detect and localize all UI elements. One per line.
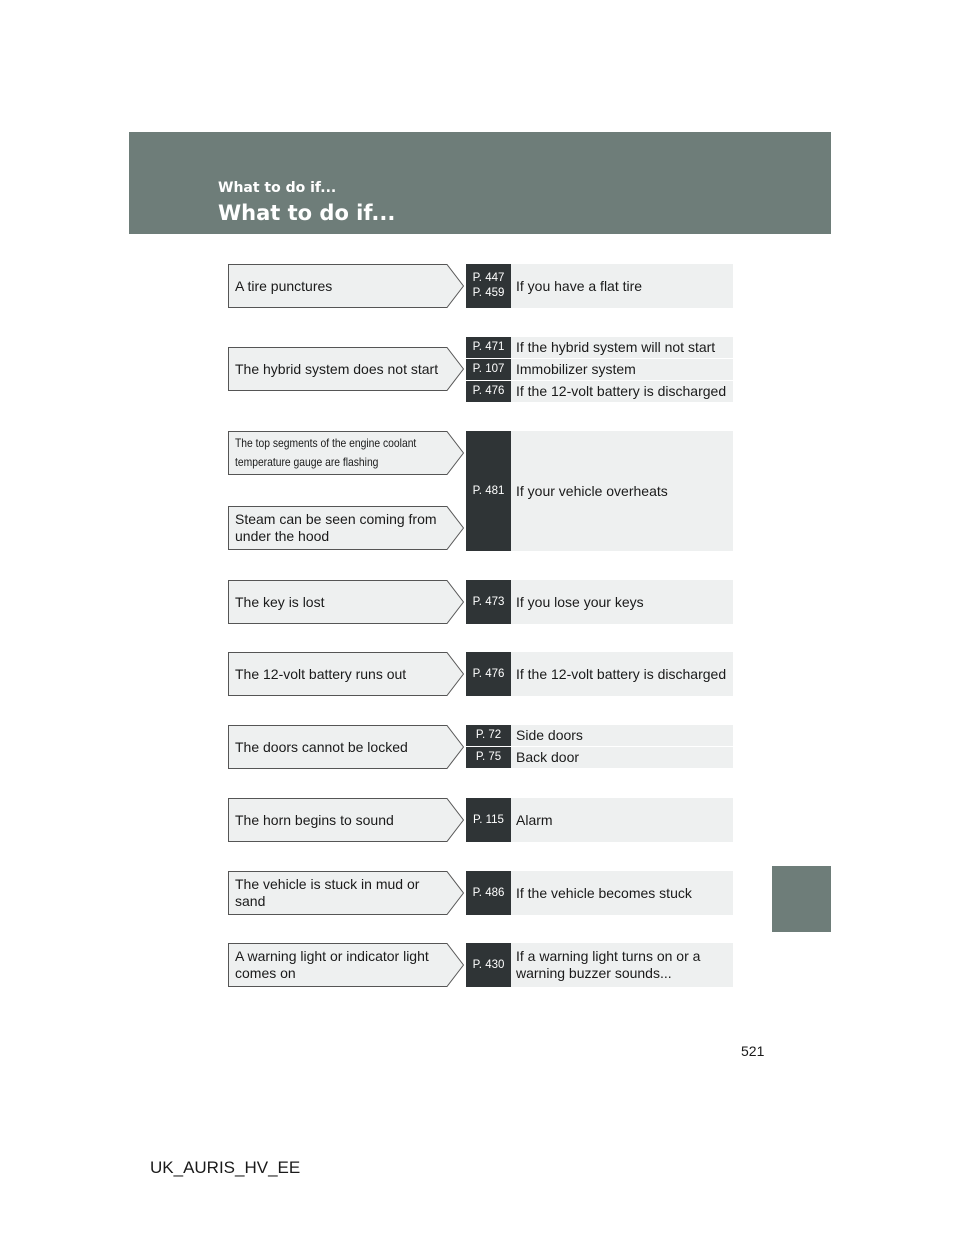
footer-code: UK_AURIS_HV_EE — [150, 1158, 301, 1177]
question-text: The vehicle is stuck in mud or sand — [235, 876, 420, 909]
page-ref-label[interactable]: P. 476 — [472, 385, 505, 397]
page-reference[interactable] — [466, 381, 511, 402]
header-subtitle: What to do if... — [218, 180, 337, 196]
question-box — [228, 798, 464, 842]
question-box — [228, 431, 464, 475]
page-number: 521 — [741, 1043, 765, 1059]
answer-block — [466, 431, 733, 551]
question-box — [228, 347, 464, 391]
question-box — [228, 264, 464, 308]
page-ref-label[interactable]: P. 486 — [472, 886, 505, 899]
page-ref-label[interactable]: P. 107 — [472, 363, 505, 375]
answer-text: If you lose your keys — [516, 593, 644, 610]
header-title: What to do if... — [218, 201, 396, 225]
answer-row — [466, 381, 733, 402]
question-box — [228, 652, 464, 696]
question-text: The key is lost — [235, 593, 325, 610]
answer-row — [466, 359, 733, 380]
section-header — [129, 132, 831, 234]
answer-block — [466, 871, 733, 915]
question-text: The horn begins to sound — [235, 811, 394, 828]
question-box — [228, 943, 464, 987]
answer-text: Immobilizer system — [516, 361, 636, 377]
page-reference[interactable] — [466, 652, 511, 696]
answer-text: Alarm — [516, 811, 553, 828]
answer-text: If you have a flat tire — [516, 277, 643, 294]
page-reference[interactable] — [466, 747, 511, 768]
page-ref-label[interactable]: P. 471 — [472, 341, 505, 353]
page-reference[interactable] — [466, 725, 511, 746]
question-text: The 12-volt battery runs out — [235, 665, 407, 682]
page-reference[interactable] — [466, 359, 511, 380]
page-reference[interactable] — [466, 798, 511, 842]
answer-text: If a warning light turns on or a warning buzzer sounds... — [516, 948, 701, 981]
question-box — [228, 871, 464, 915]
question-text: A warning light or indicator light comes on — [235, 948, 429, 981]
answer-block — [466, 580, 733, 624]
page-ref-label[interactable]: P. 447 — [472, 272, 505, 284]
answer-text: Back door — [516, 749, 580, 765]
question-text: Steam can be seen coming from under the hood — [235, 511, 437, 544]
chapter-thumb-tab — [772, 866, 831, 932]
page-ref-label[interactable]: P. 459 — [472, 287, 505, 299]
question-text: The hybrid system does not start — [235, 360, 439, 377]
page-ref-label[interactable]: P. 75 — [475, 751, 502, 763]
question-text: The doors cannot be locked — [235, 738, 408, 755]
answer-text: If your vehicle overheats — [516, 482, 668, 499]
answer-row — [466, 337, 733, 358]
page-ref-label[interactable]: P. 481 — [472, 484, 505, 497]
question-text: The top segments of the engine coolant temperature gauge are flashing — [235, 436, 417, 469]
answer-block — [466, 943, 733, 987]
answer-text: Side doors — [516, 727, 583, 743]
answer-text: If the hybrid system will not start — [516, 339, 716, 355]
answer-row — [466, 725, 733, 746]
question-box — [228, 580, 464, 624]
answer-text: If the 12-volt battery is discharged — [516, 383, 727, 399]
question-box — [228, 506, 464, 550]
answer-text: If the vehicle becomes stuck — [516, 884, 692, 901]
answer-block — [466, 652, 733, 696]
answer-text: If the 12-volt battery is discharged — [516, 665, 727, 682]
answer-block — [466, 264, 733, 308]
page-ref-label[interactable]: P. 115 — [473, 813, 504, 826]
answer-row — [466, 747, 733, 768]
answer-block — [466, 798, 733, 842]
page-ref-label[interactable]: P. 476 — [472, 667, 505, 680]
question-box — [228, 725, 464, 769]
page-reference[interactable] — [466, 580, 511, 624]
page-reference[interactable] — [466, 871, 511, 915]
page-reference[interactable] — [466, 337, 511, 358]
page-ref-label[interactable]: P. 430 — [472, 958, 505, 971]
page-ref-label[interactable]: P. 473 — [472, 595, 505, 608]
page-ref-label[interactable]: P. 72 — [475, 729, 502, 741]
question-text: A tire punctures — [235, 277, 333, 294]
page-reference[interactable] — [466, 943, 511, 987]
page-reference[interactable] — [466, 264, 511, 308]
page-reference[interactable] — [466, 431, 511, 551]
